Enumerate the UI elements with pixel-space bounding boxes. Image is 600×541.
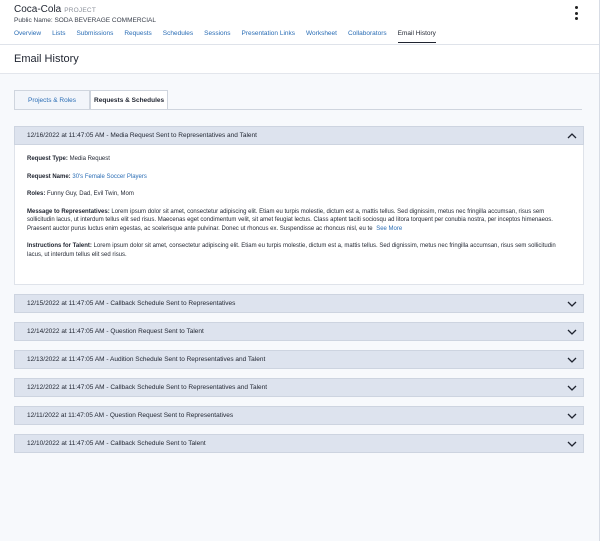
nav-submissions[interactable]: Submissions bbox=[76, 30, 114, 37]
nav-sessions[interactable]: Sessions bbox=[204, 30, 231, 37]
chevron-down-icon[interactable] bbox=[567, 411, 577, 421]
request-type-value: Media Request bbox=[69, 156, 110, 162]
public-name-value: SODA BEVERAGE COMMERCIAL bbox=[54, 17, 156, 24]
chevron-down-icon[interactable] bbox=[567, 327, 577, 337]
email-entry-header[interactable] bbox=[14, 434, 584, 453]
nav-worksheet[interactable]: Worksheet bbox=[306, 30, 337, 37]
request-name-row bbox=[27, 173, 571, 182]
email-entry-title: 12/14/2022 at 11:47:05 AM - Question Request Sent to Talent bbox=[27, 328, 204, 335]
roles-value: Funny Guy, Dad, Evil Twin, Mom bbox=[47, 191, 134, 197]
instructions-label: Instructions for Talent: bbox=[27, 243, 92, 249]
chevron-down-icon[interactable] bbox=[567, 439, 577, 449]
tab-divider bbox=[14, 109, 582, 110]
chevron-down-icon[interactable] bbox=[567, 299, 577, 309]
email-entry-title: 12/16/2022 at 11:47:05 AM - Media Request Sent to Representatives and Talent bbox=[27, 132, 257, 139]
message-row bbox=[27, 208, 571, 234]
nav-schedules[interactable]: Schedules bbox=[162, 30, 194, 37]
request-name-label: Request Name: bbox=[27, 173, 71, 180]
email-entry-details bbox=[14, 145, 584, 285]
page-title: Email History bbox=[14, 53, 79, 65]
chevron-up-icon[interactable] bbox=[567, 131, 577, 141]
project-name: Coca-Cola bbox=[14, 4, 62, 15]
roles-label: Roles: bbox=[27, 191, 46, 197]
public-name bbox=[14, 17, 156, 24]
nav-presentation-links[interactable]: Presentation Links bbox=[241, 30, 296, 37]
email-entry-header[interactable] bbox=[14, 378, 584, 397]
see-more-link[interactable]: See More bbox=[376, 225, 403, 232]
email-entry-header[interactable] bbox=[14, 350, 584, 369]
email-entry-title: 12/11/2022 at 11:47:05 AM - Question Request Sent to Representatives bbox=[27, 412, 234, 419]
public-name-label: Public Name: bbox=[14, 17, 53, 24]
email-entry-title: 12/15/2022 at 11:47:05 AM - Callback Schedule Sent to Representatives bbox=[27, 300, 236, 307]
instructions-text: Lorem ipsum dolor sit amet, consectetur adipiscing elit. Etiam eu turpis molestie, dictum est a, mattis tellus. Sed dignissim, metus nec fringilla accumsan, risus sem sollicitudin lacus, ut interdum tellus elit sed risus. bbox=[27, 243, 556, 258]
tab-bar bbox=[14, 90, 168, 110]
message-label: Message to Representatives: bbox=[27, 208, 110, 215]
email-history-list bbox=[14, 126, 584, 453]
project-title bbox=[14, 4, 96, 15]
email-entry-header[interactable] bbox=[14, 294, 584, 313]
email-entry-header[interactable] bbox=[14, 322, 584, 341]
project-tag: PROJECT bbox=[64, 7, 96, 14]
email-entry-title: 12/10/2022 at 11:47:05 AM - Callback Schedule Sent to Talent bbox=[27, 440, 206, 447]
roles-row bbox=[27, 190, 571, 199]
project-nav bbox=[14, 30, 447, 43]
email-entry-title: 12/13/2022 at 11:47:05 AM - Audition Schedule Sent to Representatives and Talent bbox=[27, 356, 266, 363]
tab-requests-schedules[interactable]: Requests & Schedules bbox=[90, 90, 168, 110]
title-bar bbox=[0, 45, 599, 74]
nav-requests[interactable]: Requests bbox=[124, 30, 152, 37]
more-options-icon[interactable] bbox=[572, 6, 580, 20]
request-name-link[interactable]: 30's Female Soccer Players bbox=[72, 173, 147, 180]
nav-lists[interactable]: Lists bbox=[52, 30, 66, 37]
email-entry-header[interactable] bbox=[14, 406, 584, 425]
nav-email-history[interactable]: Email History bbox=[398, 30, 436, 43]
request-type-label: Request Type: bbox=[27, 156, 68, 162]
nav-collaborators[interactable]: Collaborators bbox=[347, 30, 387, 37]
chevron-down-icon[interactable] bbox=[567, 355, 577, 365]
tab-projects-roles[interactable]: Projects & Roles bbox=[14, 90, 90, 110]
nav-overview[interactable]: Overview bbox=[14, 30, 42, 37]
email-entry-title: 12/12/2022 at 11:47:05 AM - Callback Schedule Sent to Representatives and Talent bbox=[27, 384, 268, 391]
project-header bbox=[0, 0, 599, 45]
request-type-row bbox=[27, 155, 571, 164]
email-entry-header[interactable] bbox=[14, 126, 584, 145]
instructions-row bbox=[27, 242, 571, 259]
message-text: Lorem ipsum dolor sit amet, consectetur adipiscing elit. Etiam eu turpis molestie, dictum est a, mattis tellus. Sed dignissim, metus nec fringilla accumsan, risus sem sollicitudin lacus, ut interdum tellus elit sed risus. Maecenas eget condimentum velit, sit amet feugiat lectus. Class aptent taciti sociosqu ad litora torquent per conubia nostra, per inceptos himenaeos. Praesent auctor purus luctus enim egestas, ac scelerisque ante pulvinar. Donec ut rhoncus ex. Suspendisse ac rhoncus nisl, eu te bbox=[27, 208, 553, 232]
chevron-down-icon[interactable] bbox=[567, 383, 577, 393]
